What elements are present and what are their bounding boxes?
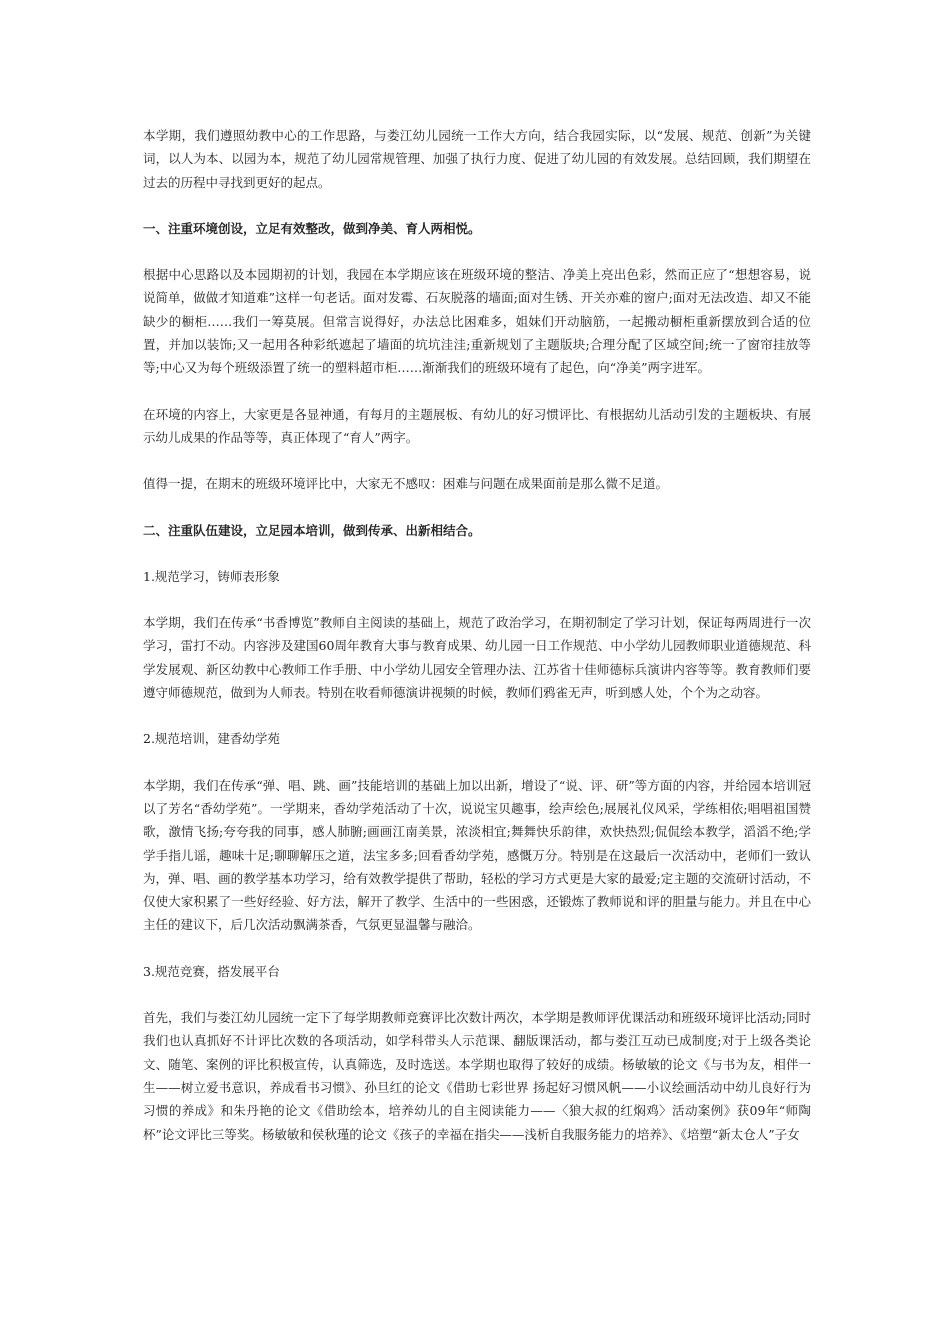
section-1-heading: 一、注重环境创设，立足有效整改，做到净美、育人两相悦。 [143, 220, 481, 236]
section-2-paragraph-1: 本学期，我们在传承“书香博览”教师自主阅读的基础上，规范了政治学习，在期初制定了学习计划，保证每两周进行一次学习，雷打不动。内容涉及建国60周年教育大事与教育成果、幼儿园一日工作规范、中小学幼儿园教师职业道德规范、科学发展观、新区幼教中心教师工作手册、中小学幼儿园安全管理办法、江苏省十佳师德标兵演讲内容等等。教育教师们要遵守师德规范，做到为人师表。特别在收看师德演讲视频的时候，教师们鸦雀无声，听到感人处，个个为之动容。 [143, 615, 811, 701]
section-2-subheading-2: 2.规范培训，建香幼学苑 [143, 731, 280, 747]
intro-paragraph: 本学期，我们遵照幼教中心的工作思路，与娄江幼儿园统一工作大方向，结合我园实际，以“发展、规范、创新”为关键词，以人为本、以园为本，规范了幼儿园常规管理、加强了执行力度、促进了幼儿园的有效发展。总结回顾，我们期望在过去的历程中寻找到更好的起点。 [143, 128, 811, 190]
section-2-paragraph-2: 本学期，我们在传承“弹、唱、跳、画”技能培训的基础上加以出新，增设了“说、评、研”等方面的内容，并给园本培训冠以了芳名“香幼学苑”。一学期来，香幼学苑活动了十次，说说宝贝趣事，绘声绘色;展展礼仪风采，学练相依;唱唱祖国赞歌，激情飞扬;夸夸我的同事，感人肺腑;画画江南美景，浓淡相宜;舞舞快乐韵律，欢快热烈;侃侃绘本教学，滔滔不绝;学学手指儿谣，趣味十足;聊聊解压之道，法宝多多;回看香幼学苑，感慨万分。特别是在这最后一次活动中，老师们一致认为，弹、唱、画的教学基本功学习，给有效教学提供了帮助，轻松的学习方式更是大家的最爱;定主题的交流研讨活动，不仅使大家积累了一些好经验、好方法，解开了教学、生活中的一些困惑，还锻炼了教师说和评的胆量与能力。并且在中心主任的建议下，后几次活动飘满茶香，气氛更显温馨与融洽。 [143, 777, 811, 933]
section-2-subheading-3: 3.规范竞赛，搭发展平台 [143, 963, 280, 979]
section-2-subheading-1: 1.规范学习，铸师表形象 [143, 568, 280, 584]
section-2-heading: 二、注重队伍建设，立足园本培训，做到传承、出新相结合。 [143, 522, 481, 538]
section-1-paragraph-2: 在环境的内容上，大家更是各显神通，有每月的主题展板、有幼儿的好习惯评比、有根据幼儿活动引发的主题板块、有展示幼儿成果的作品等等，真正体现了“育人”两字。 [143, 406, 811, 445]
section-1-paragraph-3: 值得一提，在期末的班级环境评比中，大家无不感叹：困难与问题在成果面前是那么微不足道。 [143, 476, 669, 492]
section-2-paragraph-3: 首先，我们与娄江幼儿园统一定下了每学期教师竞赛评比次数计两次，本学期是教师评优课活动和班级环境评比活动;同时我们也认真抓好不计评比次数的各项活动，如学科带头人示范课、翻版课活动，都与娄江互动已成制度;对于上级各类论文、随笔、案例的评比积极宣传，认真筛选，及时选送。本学期也取得了较好的成绩。杨敏敏的论文《与书为友，相伴一生——树立爱书意识，养成看书习惯》、孙旦红的论文《借助七彩世界 扬起好习惯风帆——小议绘画活动中幼儿良好行为习惯的养成》和朱丹艳的论文《借助绘本，培养幼儿的自主阅读能力——〈狼大叔的红焖鸡〉活动案例》获09年“师陶杯”论文评比三等奖。杨敏敏和侯秋瑾的论文《孩子的幸福在指尖——浅析自我服务能力的培养》、《培塑“新太仓人”子女 [143, 1010, 811, 1142]
section-1-paragraph-1: 根据中心思路以及本园期初的计划，我园在本学期应该在班级环境的整洁、净美上亮出色彩，然而正应了“想想容易，说说简单，做做才知道难”这样一句老话。面对发霉、石灰脱落的墙面;面对生锈、开关亦难的窗户;面对无法改造、却又不能缺少的橱柜……我们一筹莫展。但常言说得好，办法总比困难多，姐妹们开动脑筋，一起搬动橱柜重新摆放到合适的位置，并加以装饰;又一起用各种彩纸遮起了墙面的坑坑洼洼;重新规划了主题版块;合理分配了区域空间;统一了窗帘挂放等等;中心又为每个班级添置了统一的塑料超市柜……渐渐我们的班级环境有了起色，向“净美”两字进军。 [143, 267, 811, 376]
document-page [143, 124, 811, 1146]
